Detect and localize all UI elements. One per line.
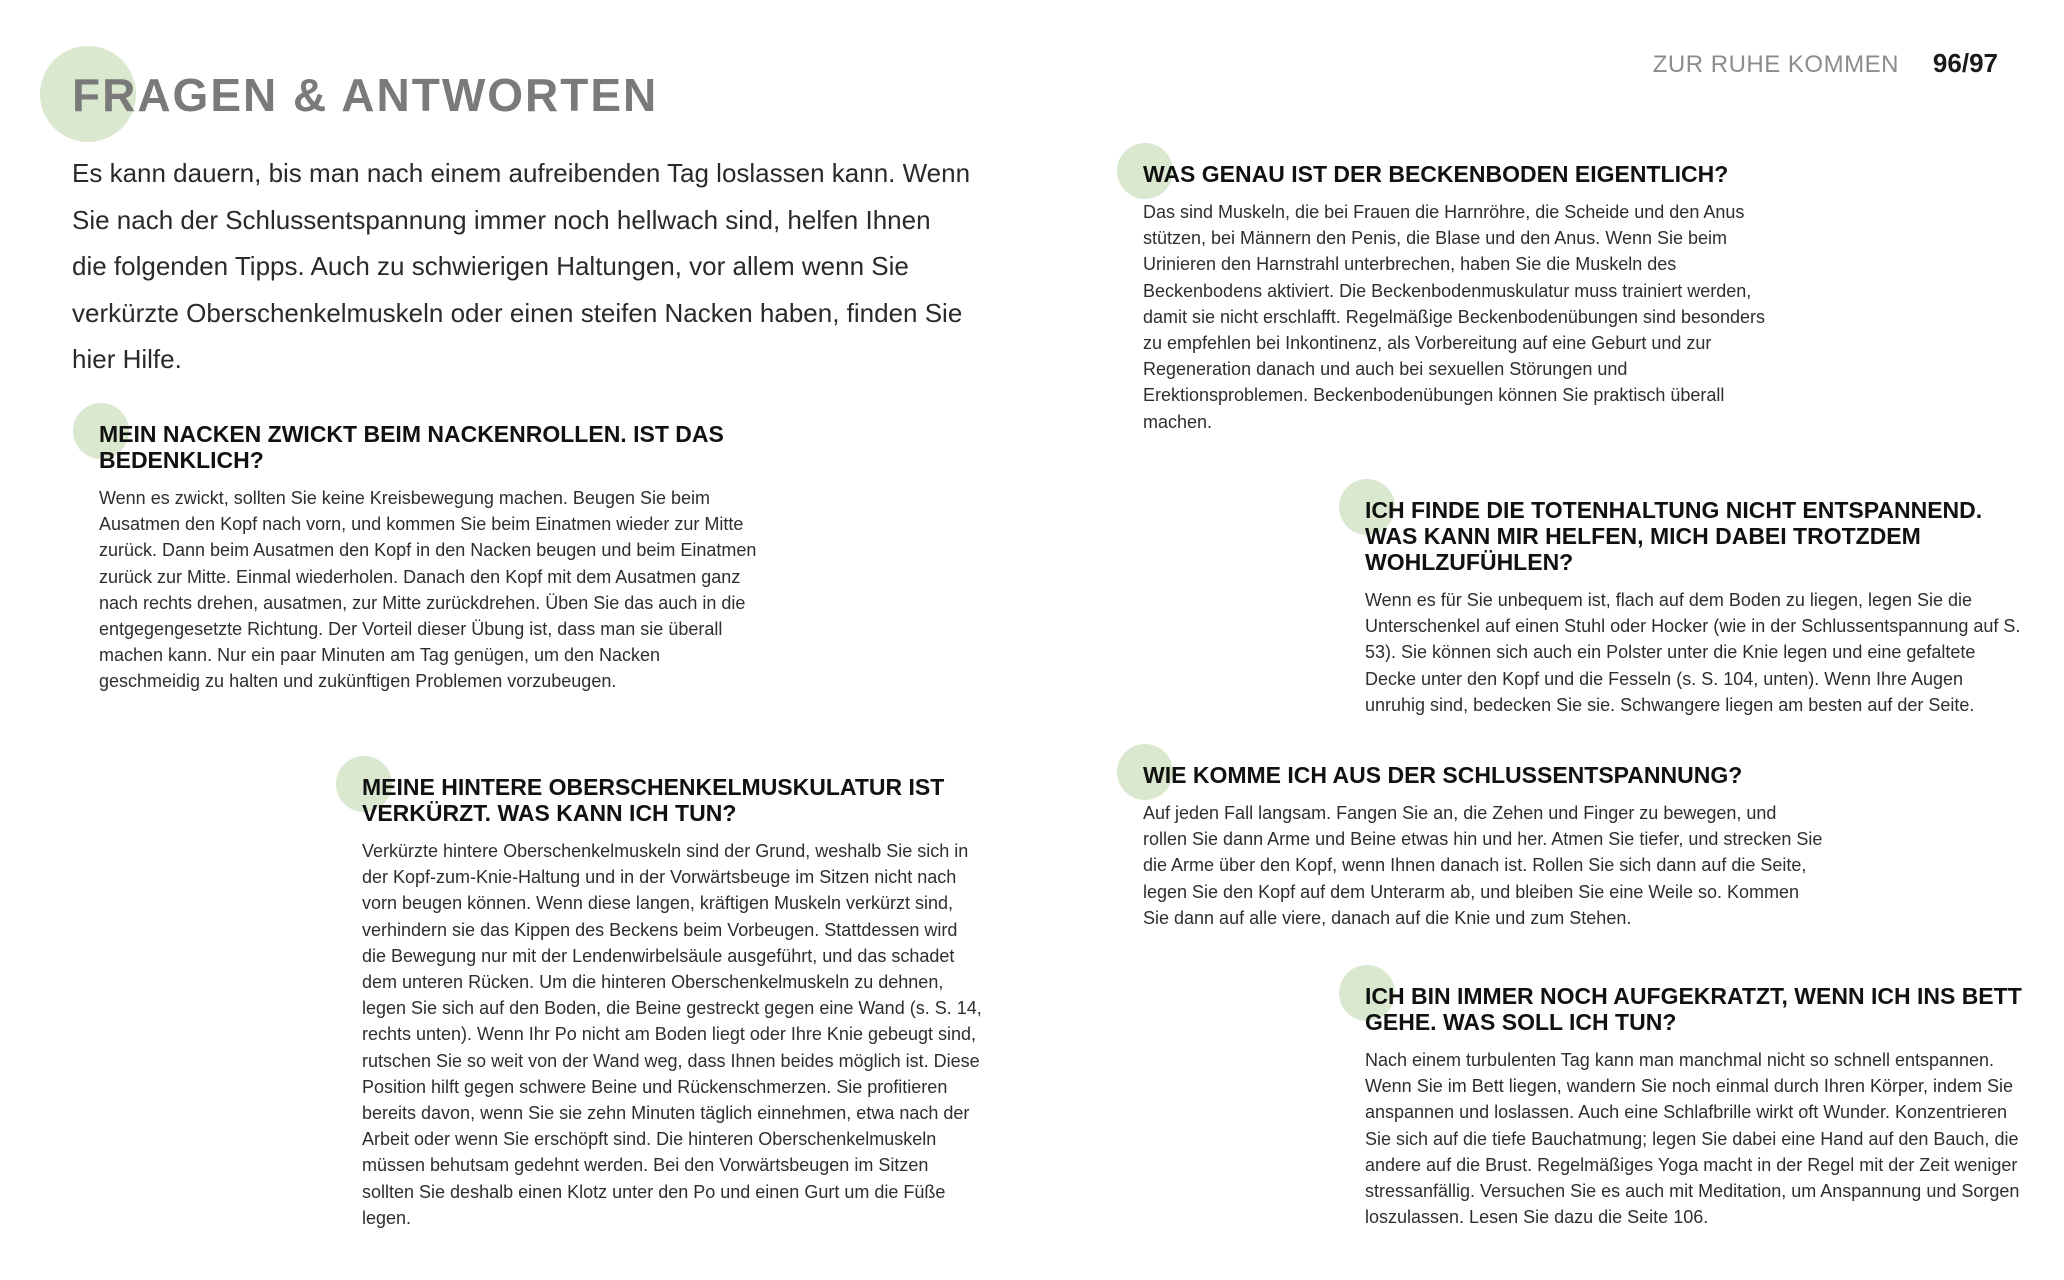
answer-text: Verkürzte hintere Oberschenkelmuskeln sind der Grund, weshalb Sie sich in der Kopf-zum-Knie-Haltung und in der Vorwärtsbeuge im Sitzen nicht nach vorn beugen können. Wenn diese langen, kräftigen Muskeln verkürzt sind, verhindern sie das Kippen des Beckens beim Vorbeugen. Stattdessen wird die Bewegung nur mit der Lendenwirbelsäule ausgeführt, und das schadet dem unteren Rücken. Um die hinteren Oberschenkelmuskeln zu dehnen, legen Sie sich auf den Boden, die Beine gestreckt gegen eine Wand (s. S. 14, rechts unten). Wenn Ihr Po nicht am Boden liegt oder Ihre Knie gebeugt sind, rutschen Sie so weit von der Wand weg, dass Ihnen beides möglich ist. Diese Position hilft gegen schwere Beine und Rückenschmerzen. Sie profitieren bereits davon, wenn Sie sie zehn Minuten täglich einnehmen, etwa nach der Arbeit oder wenn Sie erschöpft sind. Die hinteren Oberschenkelmuskeln müssen behutsam gedehnt werden. Bei den Vorwärtsbeugen im Sitzen sollten Sie deshalb einen Klotz unter den Po und einen Gurt um die Füße legen.: [362, 841, 982, 1228]
answer-text: Nach einem turbulenten Tag kann man manchmal nicht so schnell entspannen. Wenn Sie im Bett liegen, wandern Sie noch einmal durch Ihren Körper, indem Sie anspannen und loslassen. Auch eine Schlafbrille wirkt oft Wunder. Konzentrieren Sie sich auf die tiefe Bauchatmung; legen Sie dabei eine Hand auf den Bauch, die andere auf die Brust. Regelmäßiges Yoga macht in der Regel mit der Zeit weniger stressanfällig. Versuchen Sie es auch mit Meditation, um Anspannung und Sorgen loszulassen. Lesen Sie dazu die Seite 106.: [1365, 1050, 2020, 1228]
answer-text: Wenn es für Sie unbequem ist, flach auf dem Boden zu liegen, legen Sie die Unterschenkel auf einen Stuhl oder Hocker (wie in der Schlussentspannung auf S. 53). Sie können sich auch ein Polster unter die Knie legen und eine gefaltete Decke unter den Kopf und die Fesseln (s. S. 104, unten). Wenn Ihre Augen unruhig sind, bedecken Sie sie. Schwangere liegen am besten auf der Seite.: [1365, 590, 2021, 715]
question-heading: ICH FINDE DIE TOTENHALTUNG NICHT ENTSPANNEND. WAS KANN MIR HELFEN, MICH DABEI TROTZDEM WOHLZUFÜHLEN?: [1365, 497, 1983, 575]
answer-text: Wenn es zwickt, sollten Sie keine Kreisbewegung machen. Beugen Sie beim Ausatmen den Kopf nach vorn, und kommen Sie beim Einatmen wieder zur Mitte zurück. Dann beim Ausatmen den Kopf in den Nacken beugen und beim Einatmen zurück zur Mitte. Einmal wiederholen. Danach den Kopf mit dem Ausatmen ganz nach rechts drehen, ausatmen, zur Mitte zurückdrehen. Üben Sie das auch in die entgegengesetzte Richtung. Der Vorteil dieser Übung ist, dass man sie überall machen kann. Nur ein paar Minuten am Tag genügen, um den Nacken geschmeidig zu halten und zukünftigen Problemen vorzubeugen.: [99, 488, 757, 692]
qa-block-beckenboden: [1143, 161, 1783, 435]
qa-block-totenhaltung: [1365, 497, 2025, 718]
qa-block-oberschenkel: [362, 774, 982, 1231]
answer-text: Auf jeden Fall langsam. Fangen Sie an, die Zehen und Finger zu bewegen, und rollen Sie dann Arme und Beine etwas hin und her. Atmen Sie tiefer, und strecken Sie die Arme über den Kopf, wenn Ihnen danach ist. Rollen Sie sich dann auf die Seite, legen Sie den Kopf auf dem Unterarm ab, und bleiben Sie eine Weile so. Kommen Sie dann auf alle viere, danach auf die Knie und zum Stehen.: [1143, 803, 1823, 928]
page-title: FRAGEN & ANTWORTEN: [72, 69, 659, 121]
page-numbers: 96/97: [1932, 48, 1998, 78]
qa-block-aufgekratzt: [1365, 983, 2025, 1230]
question-heading: WAS GENAU IST DER BECKENBODEN EIGENTLICH?: [1143, 161, 1729, 187]
running-header: [1653, 48, 1998, 79]
section-title: ZUR RUHE KOMMEN: [1652, 51, 1899, 78]
qa-block-nacken: [99, 421, 759, 695]
question-heading: MEIN NACKEN ZWICKT BEIM NACKENROLLEN. IST DAS BEDENKLICH?: [99, 421, 724, 473]
question-heading: WIE KOMME ICH AUS DER SCHLUSSENTSPANNUNG?: [1143, 762, 1743, 788]
answer-text: Das sind Muskeln, die bei Frauen die Harnröhre, die Scheide und den Anus stützen, bei Männern den Penis, die Blase und den Anus. Wenn Sie beim Urinieren den Harnstrahl unterbrechen, haben Sie die Muskeln des Beckenbodens aktiviert. Die Beckenbodenmuskulatur muss trainiert werden, damit sie nicht erschlafft. Regelmäßige Beckenbodenübungen sind besonders zu empfehlen bei Inkontinenz, als Vorbereitung auf eine Geburt und zur Regeneration danach und auch bei sexuellen Störungen und Erektionsproblemen. Beckenbodenübungen können Sie praktisch überall machen.: [1143, 202, 1766, 432]
qa-block-schlussentspannung: [1143, 762, 1823, 931]
intro-paragraph: Es kann dauern, bis man nach einem aufreibenden Tag loslassen kann. Wenn Sie nach der Schlussentspannung immer noch hellwach sind, helfen Ihnen die folgenden Tipps. Auch zu schwierigen Haltungen, vor allem wenn Sie verkürzte Oberschenkelmuskeln oder einen steifen Nacken haben, finden Sie hier Hilfe.: [72, 158, 971, 374]
question-heading: MEINE HINTERE OBERSCHENKELMUSKULATUR IST VERKÜRZT. WAS KANN ICH TUN?: [362, 774, 945, 826]
question-heading: ICH BIN IMMER NOCH AUFGEKRATZT, WENN ICH INS BETT GEHE. WAS SOLL ICH TUN?: [1365, 983, 2022, 1035]
